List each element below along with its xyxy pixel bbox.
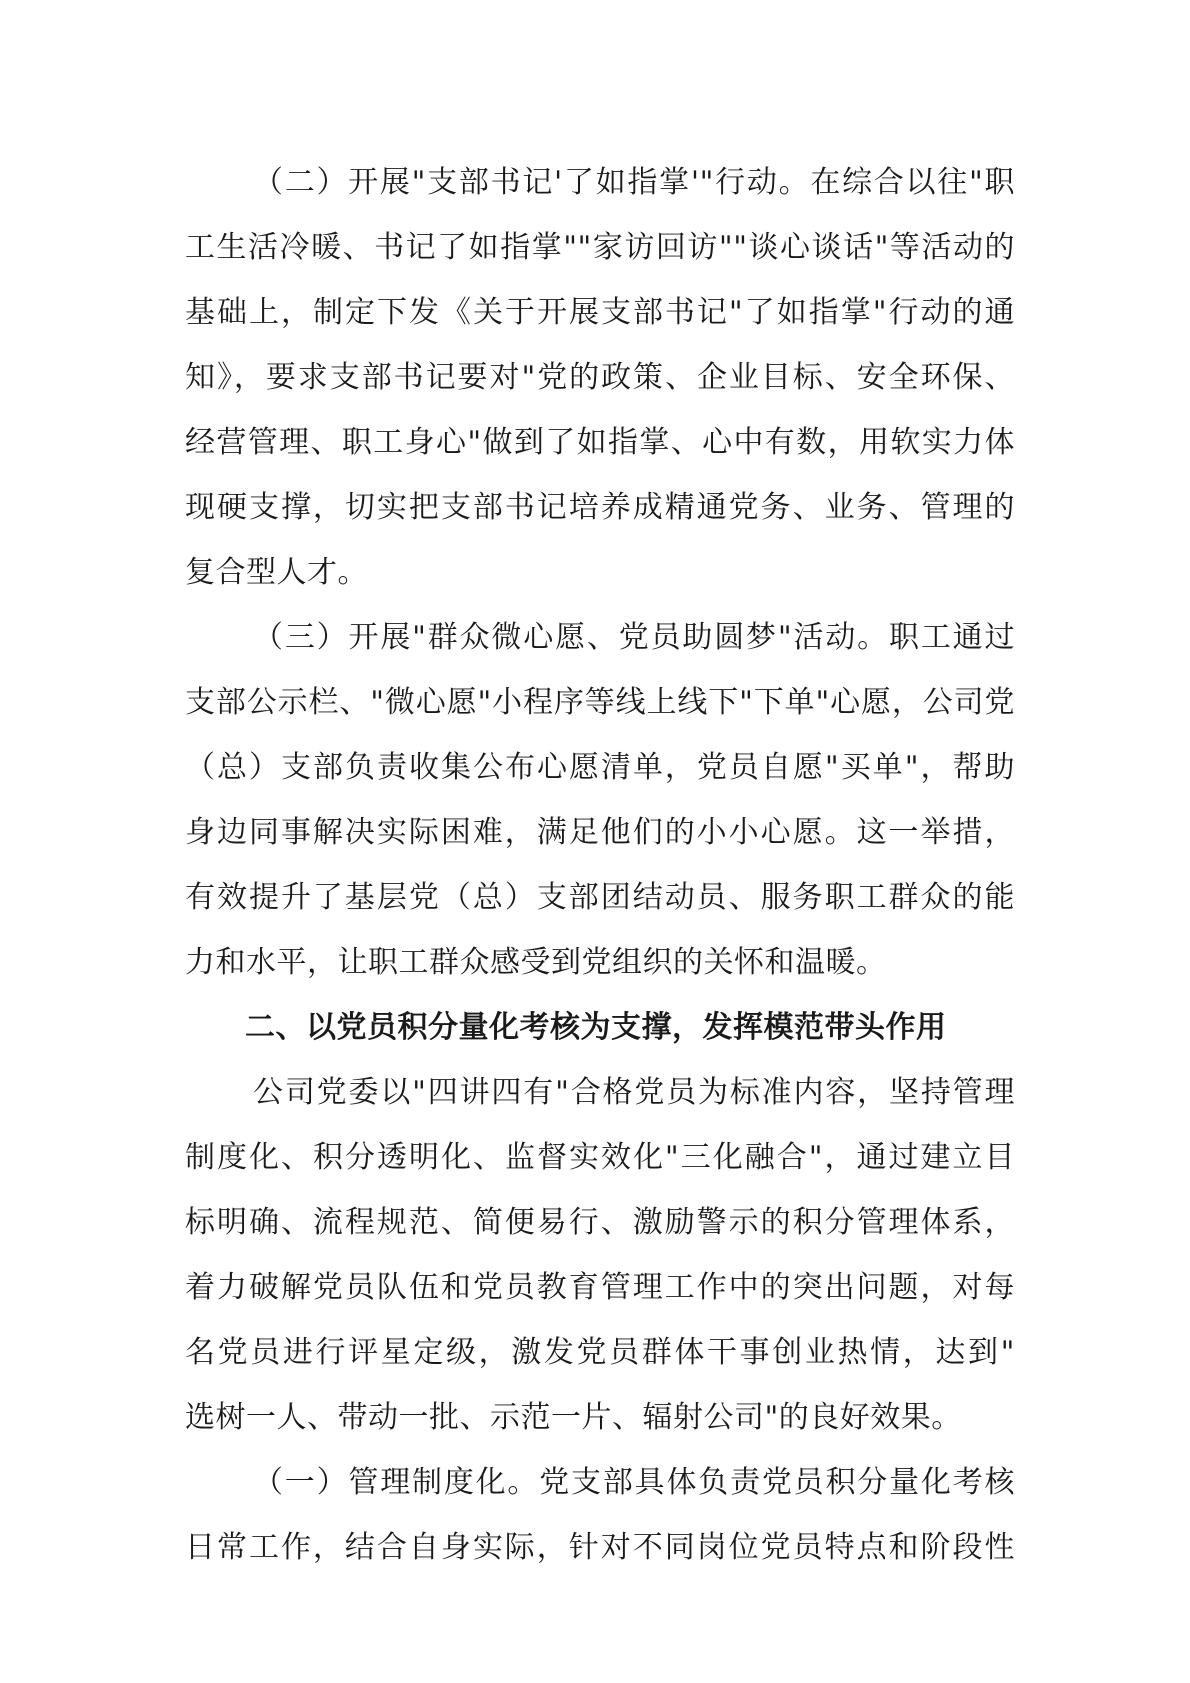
- paragraph-line: 经营管理、职工身心"做到了如指掌、心中有数，用软实力体: [185, 425, 1015, 460]
- paragraph-line: 名党员进行评星定级，激发党员群体干事创业热情，达到": [185, 1335, 1015, 1370]
- paragraph-line: 日常工作，结合自身实际，针对不同岗位党员特点和阶段性: [185, 1530, 1015, 1565]
- paragraph-line: 着力破解党员队伍和党员教育管理工作中的突出问题，对每: [185, 1270, 1015, 1305]
- paragraph-line: 公司党委以"四讲四有"合格党员为标准内容，坚持管理: [253, 1075, 1015, 1110]
- paragraph-line: 复合型人才。: [185, 555, 368, 590]
- paragraph-line: 身边同事解决实际困难，满足他们的小小心愿。这一举措，: [185, 815, 1015, 850]
- document-body: [185, 150, 1015, 1580]
- paragraph-line: 工生活冷暖、书记了如指掌""家访回访""谈心谈话"等活动的: [185, 230, 1015, 265]
- paragraph-line: 基础上，制定下发《关于开展支部书记"了如指掌"行动的通: [185, 295, 1015, 330]
- paragraph-line: （二）开展"支部书记'了如指掌'"行动。在综合以往"职: [253, 165, 1015, 200]
- paragraph-line: 力和水平，让职工群众感受到党组织的关怀和温暖。: [185, 945, 887, 980]
- paragraph-line: （总）支部负责收集公布心愿清单，党员自愿"买单"，帮助: [185, 750, 1015, 785]
- paragraph-line: 标明确、流程规范、简便易行、激励警示的积分管理体系，: [185, 1205, 1015, 1240]
- paragraph-line: 知》，要求支部书记要对"党的政策、企业目标、安全环保、: [185, 360, 1015, 395]
- paragraph-line: 现硬支撑，切实把支部书记培养成精通党务、业务、管理的: [185, 490, 1015, 525]
- paragraph-line: （一）管理制度化。党支部具体负责党员积分量化考核: [253, 1465, 1015, 1500]
- paragraph-line: （三）开展"群众微心愿、党员助圆梦"活动。职工通过: [253, 620, 1015, 655]
- section-heading: 二、以党员积分量化考核为支撑，发挥模范带头作用: [245, 1010, 947, 1045]
- paragraph-line: 支部公示栏、"微心愿"小程序等线上线下"下单"心愿，公司党: [185, 685, 1015, 720]
- paragraph-line: 选树一人、带动一批、示范一片、辐射公司"的良好效果。: [185, 1400, 962, 1435]
- paragraph-line: 有效提升了基层党（总）支部团结动员、服务职工群众的能: [185, 880, 1015, 915]
- paragraph-line: 制度化、积分透明化、监督实效化"三化融合"，通过建立目: [185, 1140, 1015, 1175]
